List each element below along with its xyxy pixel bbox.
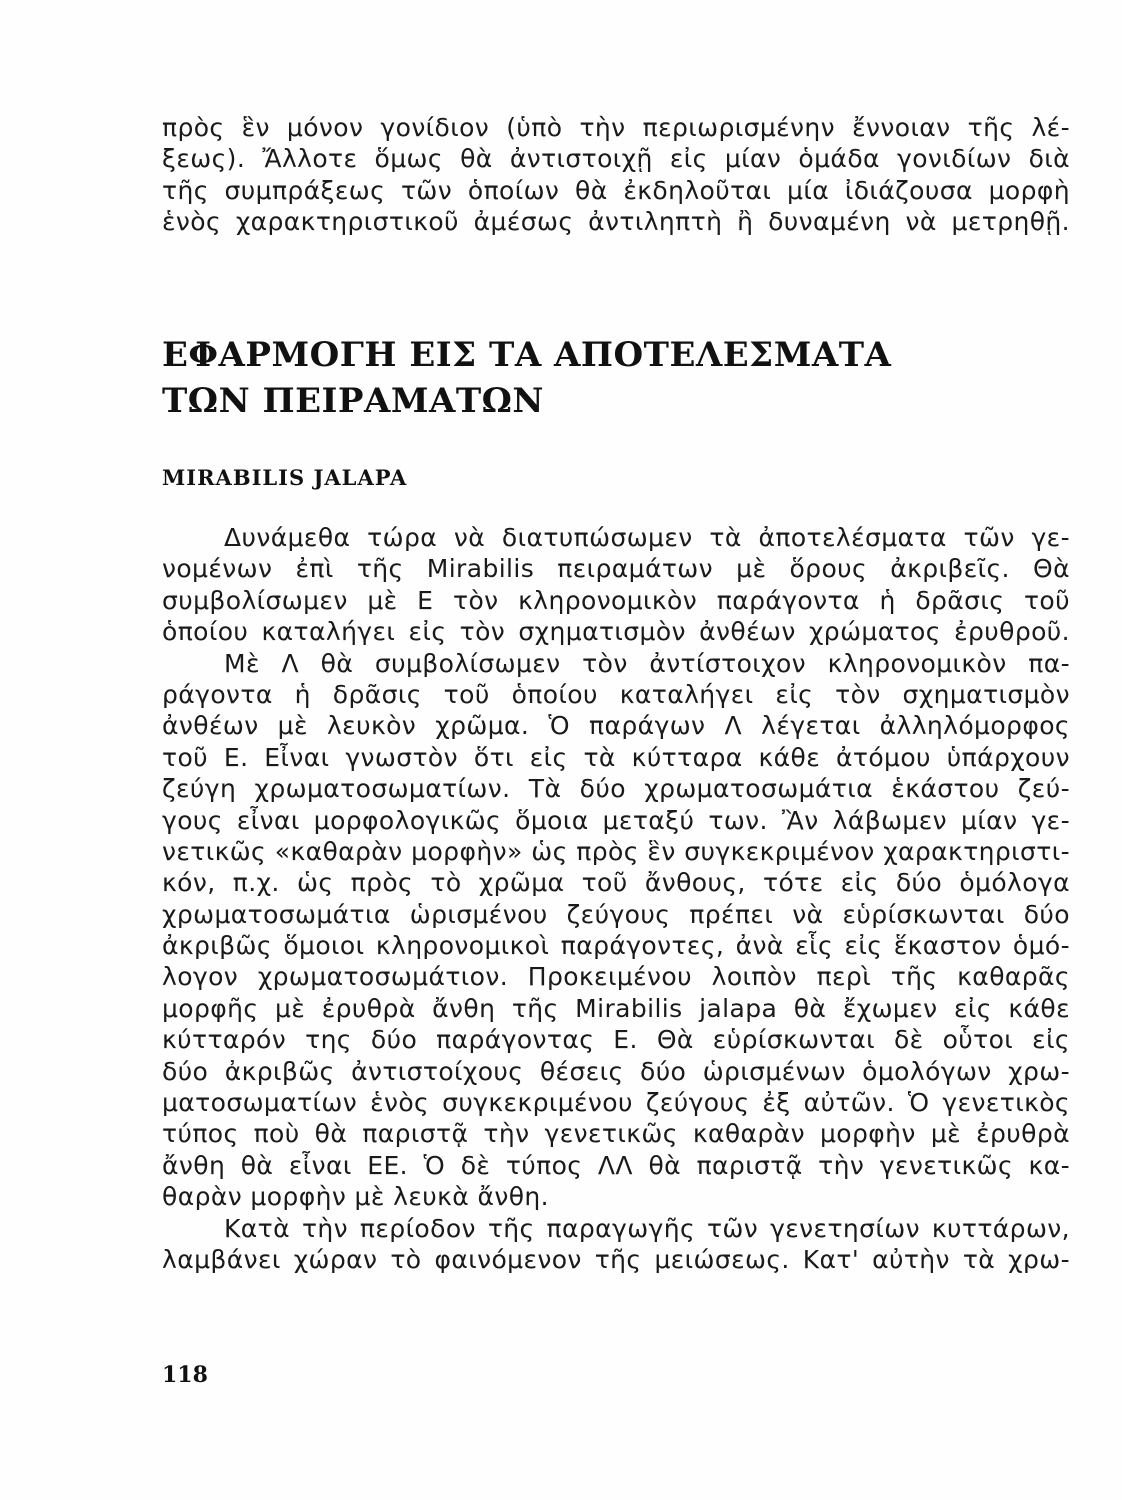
text-line: Μὲ Λ θὰ συμβολίσωμεν τὸν ἀντίστοιχον κληρονομικὸν πα-: [224, 648, 1070, 678]
text-line: λογον χρωματοσωμάτιον. Προκειμένου λοιπὸν περὶ τῆς καθαρᾶς: [162, 962, 1070, 992]
text-line: χρωματοσωμάτια ὡρισμένου ζεύγους πρέπει νὰ εὑρίσκωνται δύο: [162, 899, 1070, 929]
text-line: Δυνάμεθα τώρα νὰ διατυπώσωμεν τὰ ἀποτελέσματα τῶν γε-: [224, 523, 1070, 552]
text-line: Κατὰ τὴν περίοδον τῆς παραγωγῆς τῶν γενετησίων κυττάρων,: [224, 1213, 1070, 1243]
text-line: ἄνθη θὰ εἶναι ΕΕ. Ὁ δὲ τύπος ΛΛ θὰ παριστᾷ τὴν γενετικῶς κα-: [162, 1150, 1070, 1180]
text-line: τοῦ Ε. Εἶναι γνωστὸν ὅτι εἰς τὰ κύτταρα κάθε ἀτόμου ὑπάρχουν: [162, 742, 1070, 772]
text-line: κύτταρόν της δύο παράγοντας Ε. Θὰ εὑρίσκωνται δὲ οὗτοι εἰς: [162, 1025, 1070, 1055]
text-line: τύπος ποὺ θὰ παριστᾷ τὴν γενετικῶς καθαρὰν μορφὴν μὲ ἐρυθρὰ: [162, 1119, 1070, 1149]
text-line: δύο ἀκριβῶς ἀντιστοίχους θέσεις δύο ὡρισμένων ὁμολόγων χρω-: [162, 1056, 1070, 1086]
text-line: ὁποίου καταλήγει εἰς τὸν σχηματισμὸν ἀνθέων χρώματος ἐρυθροῦ.: [162, 617, 1070, 647]
text-line: πρὸς ἓν μόνον γονίδιον (ὑπὸ τὴν περιωρισμένην ἔννοιαν τῆς λέ-: [162, 113, 1070, 142]
text-line: συμβολίσωμεν μὲ Ε τὸν κληρονομικὸν παράγοντα ἡ δρᾶσις τοῦ: [162, 585, 1070, 615]
text-line: μορφῆς μὲ ἐρυθρὰ ἄνθη τῆς Mirabilis jalapa θὰ ἔχωμεν εἰς κάθε: [162, 993, 1070, 1023]
text-line: λαμβάνει χώραν τὸ φαινόμενον τῆς μειώσεως. Κατ' αὐτὴν τὰ χρω-: [162, 1244, 1070, 1274]
text-line: ματοσωματίων ἑνὸς συγκεκριμένου ζεύγους ἐξ αὐτῶν. Ὁ γενετικὸς: [162, 1088, 1070, 1118]
section-heading-line: ΕΦΑΡΜΟΓΗ ΕΙΣ ΤΑ ΑΠΟΤΕΛΕΣΜΑΤΑ: [162, 335, 892, 375]
page-number: 118: [162, 1362, 208, 1388]
subsection-heading: MIRABILIS JALAPA: [162, 465, 408, 490]
text-line: ζεύγη χρωματοσωματίων. Τὰ δύο χρωματοσωμάτια ἑκάστου ζεύ-: [162, 774, 1070, 804]
text-line: ἀκριβῶς ὅμοιοι κληρονομικοὶ παράγοντες, ἀνὰ εἷς εἰς ἕκαστον ὁμό-: [162, 931, 1070, 961]
text-line: τῆς συμπράξεως τῶν ὁποίων θὰ ἐκδηλοῦται μία ἰδιάζουσα μορφὴ: [162, 175, 1070, 205]
text-line: ράγοντα ἡ δρᾶσις τοῦ ὁποίου καταλήγει εἰς τὸν σχηματισμὸν: [162, 679, 1070, 709]
text-line: ἀνθέων μὲ λευκὸν χρῶμα. Ὁ παράγων Λ λέγεται ἀλληλόμορφος: [162, 711, 1070, 741]
section-heading: [162, 332, 922, 424]
text-line: γους εἶναι μορφολογικῶς ὅμοια μεταξύ των. Ἂν λάβωμεν μίαν γε-: [162, 805, 1070, 835]
section-heading-line: ΤΩΝ ΠΕΙΡΑΜΑΤΩΝ: [162, 381, 545, 421]
text-line: κόν, π.χ. ὡς πρὸς τὸ χρῶμα τοῦ ἄνθους, τότε εἰς δύο ὁμόλογα: [162, 868, 1070, 898]
body-text: [162, 522, 1070, 1275]
text-line: θαρὰν μορφὴν μὲ λευκὰ ἄνθη.: [162, 1182, 549, 1212]
text-line: νομένων ἐπὶ τῆς Mirabilis πειραμάτων μὲ ὅρους ἀκριβεῖς. Θὰ: [162, 554, 1070, 584]
text-line: ἑνὸς χαρακτηριστικοῦ ἀμέσως ἀντιληπτὴ ἢ δυναμένη νὰ μετρηθῇ.: [162, 207, 1070, 237]
text-line: ξεως). Ἄλλοτε ὅμως θὰ ἀντιστοιχῇ εἰς μίαν ὁμάδα γονιδίων διὰ: [162, 144, 1070, 174]
intro-paragraph: [162, 112, 1070, 238]
text-line: νετικῶς «καθαρὰν μορφὴν» ὡς πρὸς ἓν συγκεκριμένον χαρακτηριστι-: [162, 836, 1070, 866]
